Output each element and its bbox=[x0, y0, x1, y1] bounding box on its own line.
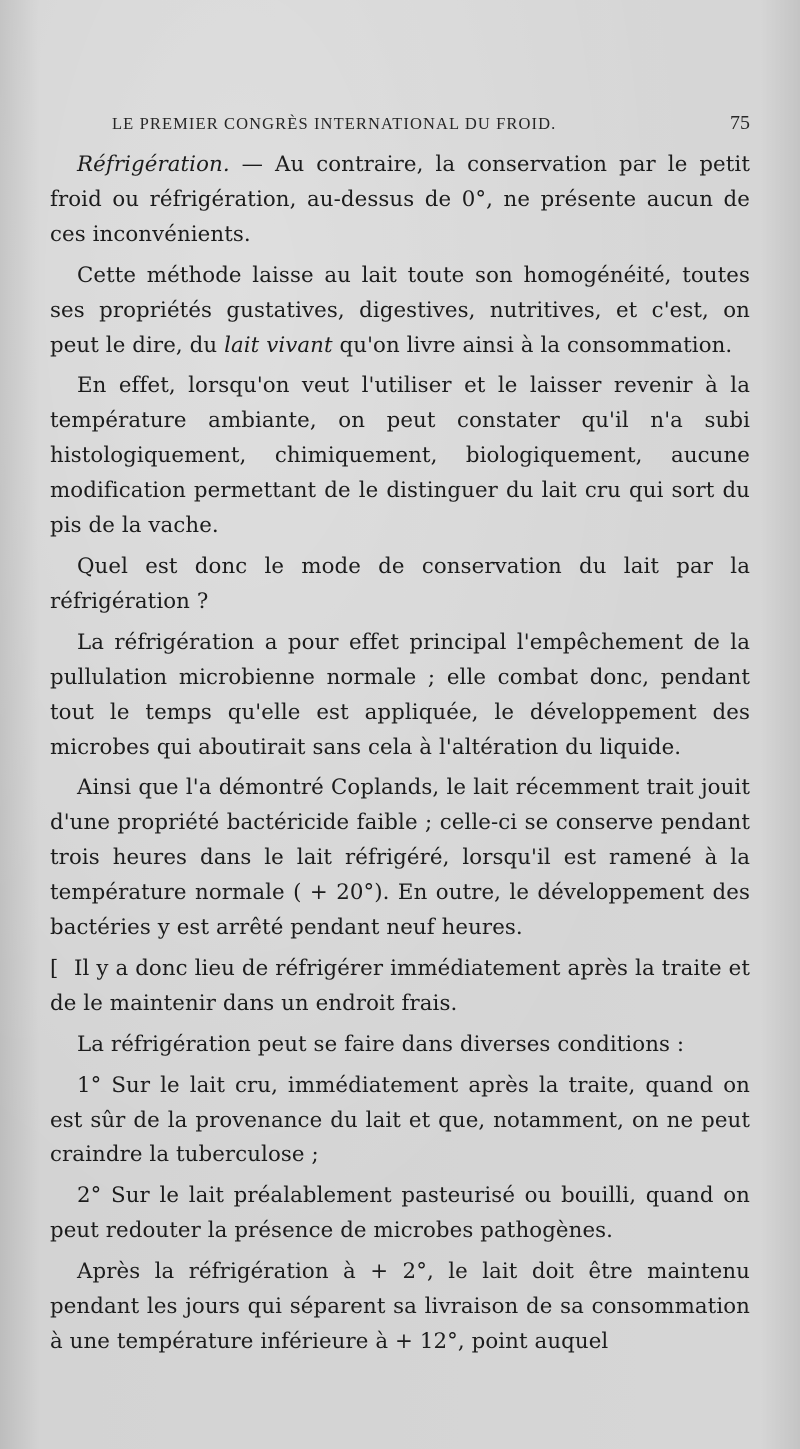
paragraph-text: La réfrigération peut se faire dans diverses conditions : bbox=[77, 1031, 685, 1057]
paragraph-conditions bbox=[50, 1028, 750, 1063]
margin-bracket-mark: [ bbox=[50, 955, 59, 981]
body-text bbox=[50, 148, 750, 1366]
paragraph-text: Cette méthode laisse au lait toute son homogénéité, toutes ses propriétés gustatives, digestives, nutritives, et c'est, on peut le dire, du bbox=[50, 262, 750, 358]
paragraph-homogeneite bbox=[50, 259, 750, 364]
paragraph-en-effet bbox=[50, 369, 750, 544]
paragraph-refrigerer bbox=[50, 952, 750, 1022]
italic-lait-vivant: lait vivant bbox=[224, 332, 333, 358]
paragraph-item-2 bbox=[50, 1179, 750, 1249]
paragraph-item-1 bbox=[50, 1069, 750, 1174]
paragraph-text: Il y a donc lieu de réfrigérer immédiatement après la traite et de le maintenir dans un endroit frais. bbox=[50, 955, 750, 1016]
paragraph-text: — Au contraire, la conservation par le petit froid ou réfrigération, au-dessus de 0°, ne présente aucun de ces inconvénients. bbox=[50, 152, 750, 247]
page-number: 75 bbox=[730, 112, 750, 134]
running-title: LE PREMIER CONGRÈS INTERNATIONAL DU FROID. bbox=[112, 114, 557, 133]
paragraph-text: Ainsi que l'a démontré Coplands, le lait récemment trait jouit d'une propriété bactéricide faible ; celle-ci se conserve pendant trois heures dans le lait réfrigéré, lorsqu'il est ramené à la température normale ( + 20°). En outre, le développement des bactéries y est arrêté pendant neuf heures. bbox=[50, 775, 750, 941]
paragraph-text: Après la réfrigération à + 2°, le lait doit être maintenu pendant les jours qui séparent sa livraison de sa consommation à une température inférieure à + 12°, point auquel bbox=[50, 1259, 750, 1354]
paragraph-text: qu'on livre ainsi à la consommation. bbox=[332, 332, 733, 358]
paragraph-text: La réfrigération a pour effet principal l'empêchement de la pullulation microbienne normale ; elle combat donc, pendant tout le temps qu'elle est appliquée, le développement des microbes qui aboutirait sans cela à l'altération du liquide. bbox=[50, 629, 750, 760]
paragraph-question bbox=[50, 550, 750, 620]
paragraph-text: En effet, lorsqu'on veut l'utiliser et le laisser revenir à la température ambiante, on peut constater qu'il n'a subi histologiquement, chimiquement, biologiquement, aucune modification permettant de le distinguer du lait cru qui sort du pis de la vache. bbox=[50, 373, 750, 539]
paragraph-effet-principal bbox=[50, 626, 750, 766]
paragraph-refrigeration bbox=[50, 148, 750, 253]
paragraph-text: Quel est donc le mode de conservation du lait par la réfrigération ? bbox=[50, 553, 750, 614]
paragraph-text: 1° Sur le lait cru, immédiatement après la traite, quand on est sûr de la provenance du lait et que, notamment, on ne peut craindre la tuberculose ; bbox=[50, 1072, 750, 1168]
section-lead-italic: Réfrigération. bbox=[77, 152, 230, 177]
paragraph-coplands bbox=[50, 771, 750, 946]
running-header bbox=[50, 112, 750, 140]
paragraph-text: 2° Sur le lait préalablement pasteurisé ou bouilli, quand on peut redouter la présence de microbes pathogènes. bbox=[50, 1183, 750, 1244]
paragraph-apres-refrigeration bbox=[50, 1255, 750, 1360]
